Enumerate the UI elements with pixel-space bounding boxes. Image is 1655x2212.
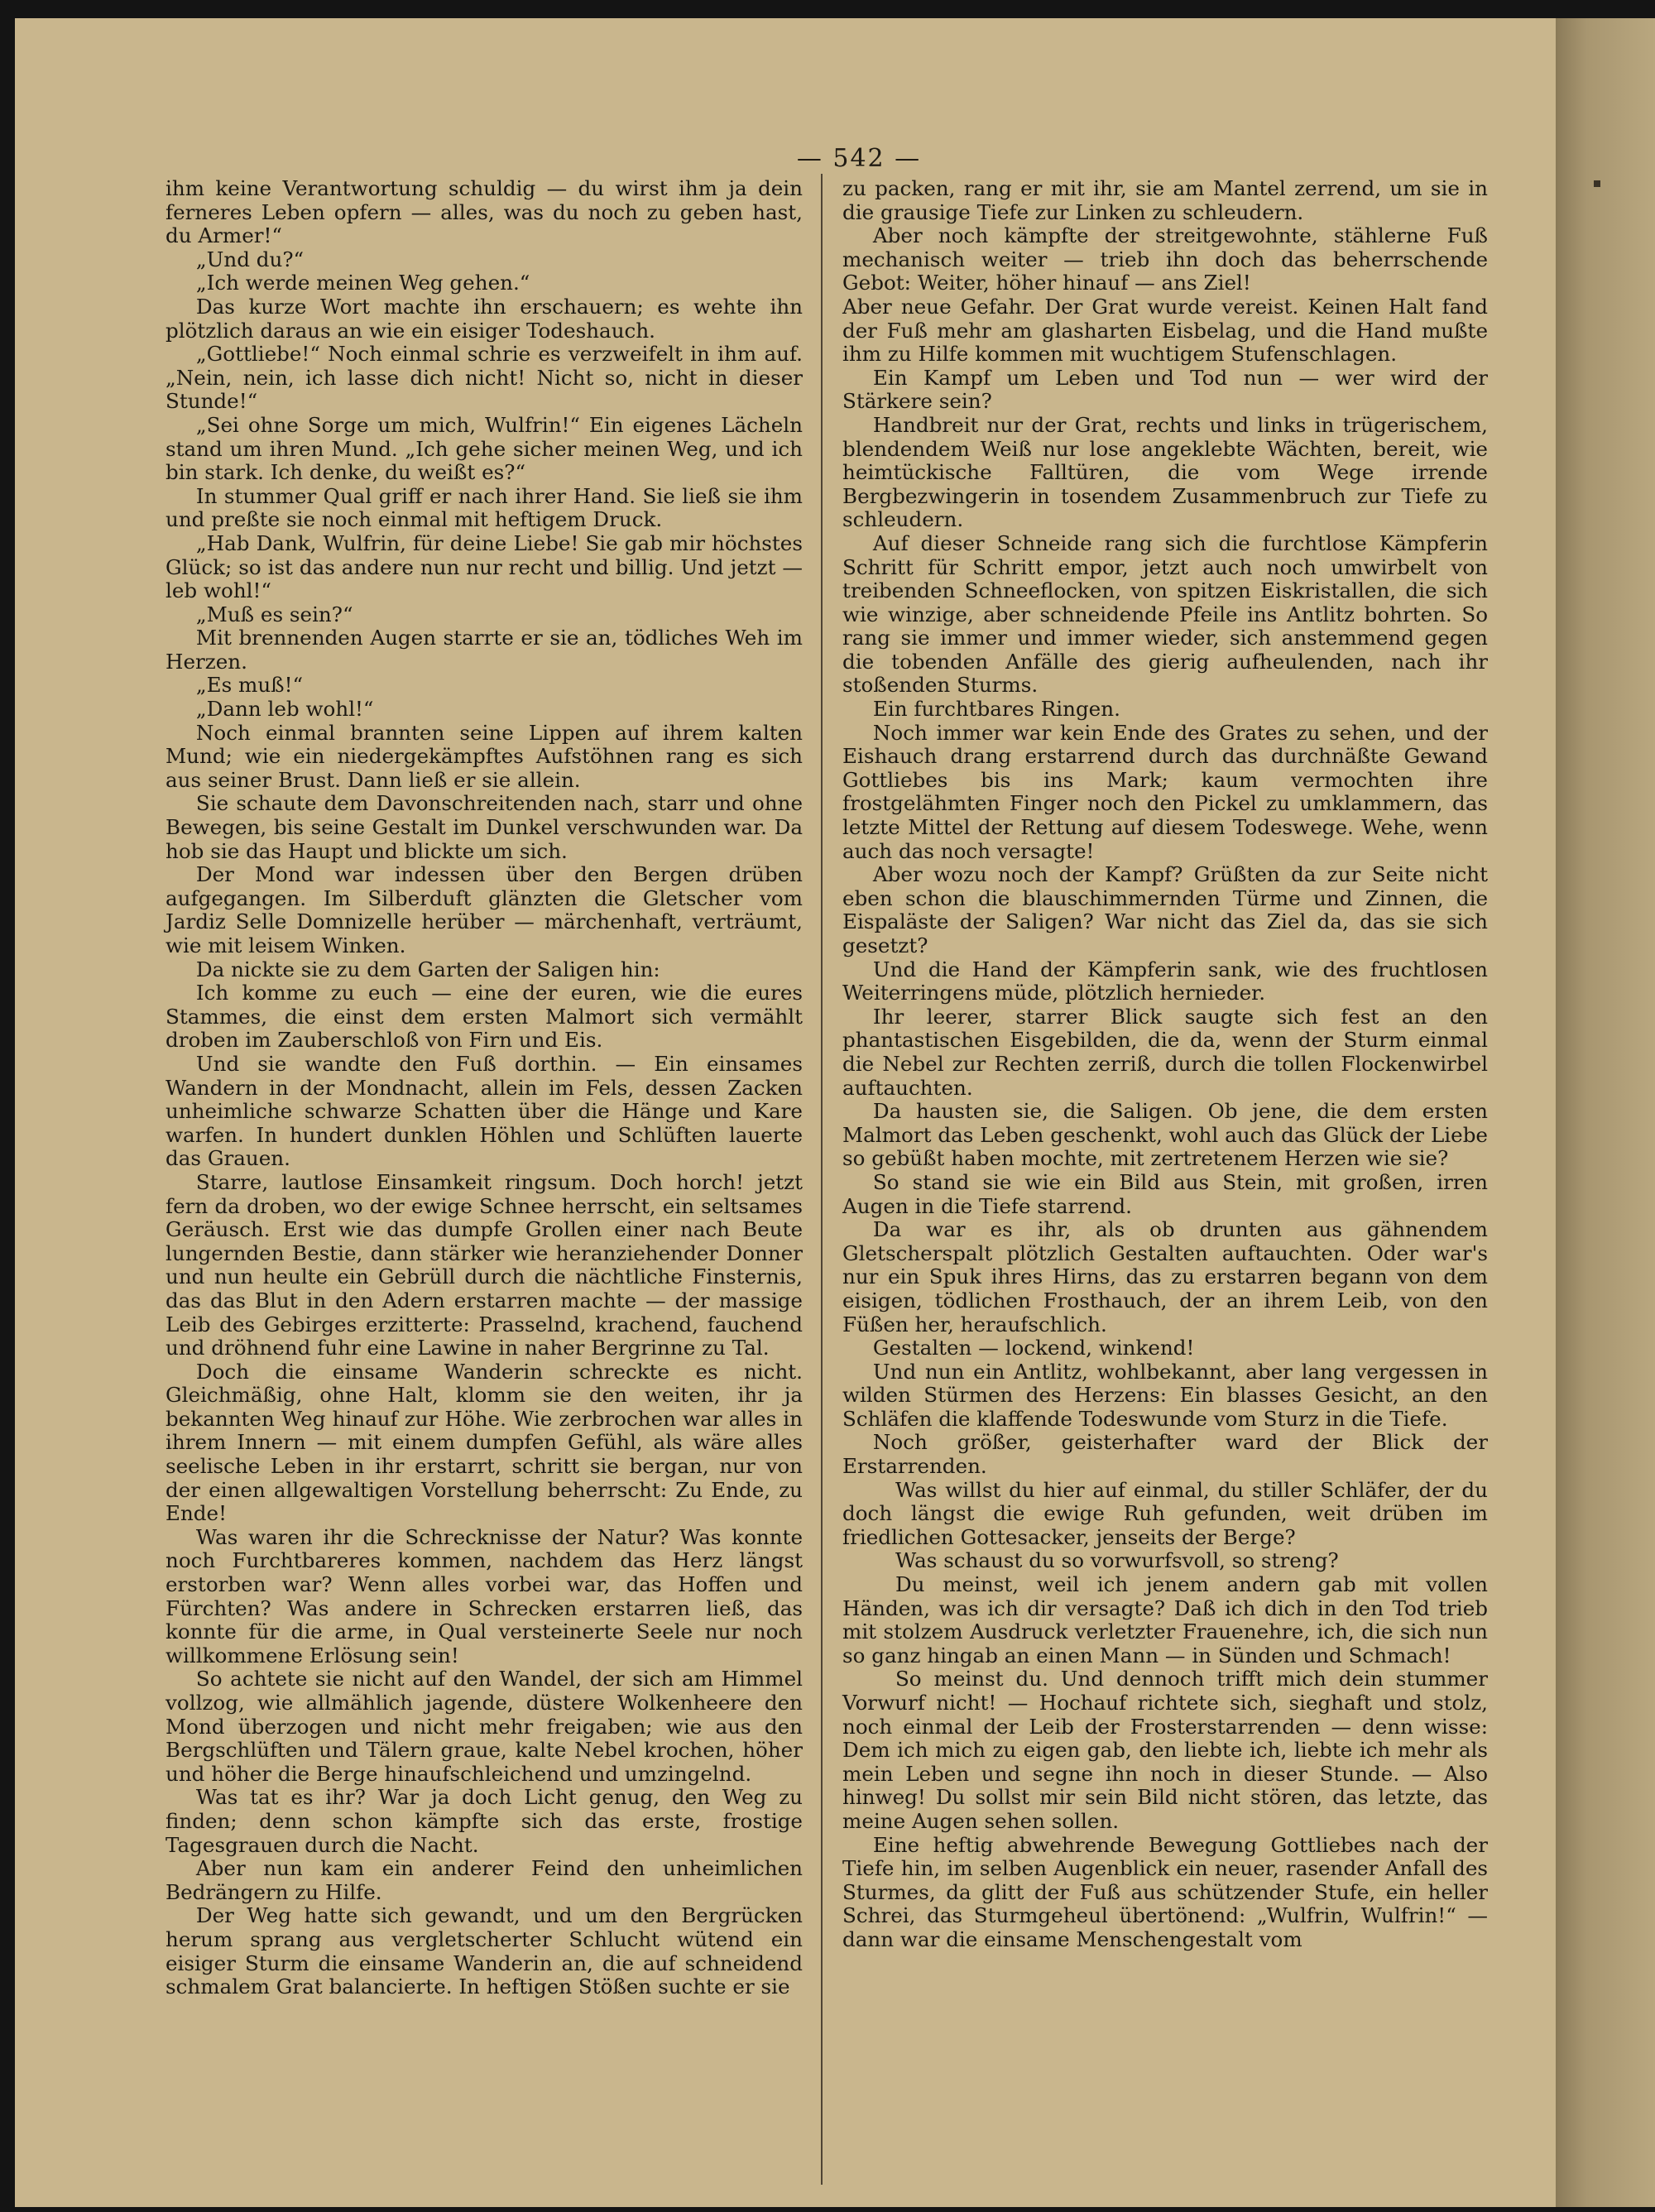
paragraph: „Und du?“ <box>195 247 305 271</box>
paragraph: Da hausten sie, die Saligen. Ob jene, die dem ersten Malmort das Leben geschenkt, wohl auch das Glück der Liebe so gebüßt haben mochte, mit zertretenem Herzen wie sie? <box>842 1099 1488 1171</box>
column-rule <box>821 174 823 2185</box>
paragraph: „Ich werde meinen Weg gehen.“ <box>195 271 530 295</box>
paragraph: „Es muß!“ <box>195 673 304 698</box>
paragraph: Aber wozu noch der Kampf? Grüßten da zur Seite nicht eben schon die blauschimmernden Türme und Zinnen, die Eispaläste der Saligen? War nicht das Ziel da, das sie sich gesetzt? <box>842 862 1488 957</box>
paragraph: Da nickte sie zu dem Garten der Saligen hin: <box>195 957 660 981</box>
paragraph: Was waren ihr die Schrecknisse der Natur? Was konnte noch Furchtbareres kommen, nachdem das Herz längst erstorben war? Wenn alles vorbei war, das Hoffen und Fürchten? Was andere in Schrecken erstarren ließ, das konnte für die arme, in Qual versteinerte Seele nur noch willkommene Erlösung sein! <box>166 1524 803 1667</box>
paragraph: „Gottliebe!“ Noch einmal schrie es verzweifelt in ihm auf. „Nein, nein, ich lasse dich nicht! Nicht so, nicht in dieser Stunde!“ <box>166 342 803 414</box>
paragraph: Was tat es ihr? War ja doch Licht genug, den Weg zu finden; denn schon kämpfte sich das erste, frostige Tagesgrauen durch die Nacht. <box>166 1785 803 1857</box>
paragraph: Ein furchtbares Ringen. <box>872 697 1120 722</box>
right-column <box>842 177 1488 1952</box>
paragraph: „Muß es sein?“ <box>195 602 353 626</box>
paragraph: Was schaust du so vorwurfsvoll, so streng? <box>895 1548 1339 1573</box>
paragraph: Und nun ein Antlitz, wohlbekannt, aber lang vergessen in wilden Stürmen des Herzens: Ein blasses Gesicht, an den Schläfen die klaffende Todeswunde vom Sturz in die Tiefe. <box>842 1359 1488 1431</box>
paragraph: zu packen, rang er mit ihr, sie am Mantel zerrend, um sie in die grausige Tiefe zur Linken zu schleudern. <box>842 176 1488 224</box>
paragraph: Handbreit nur der Grat, rechts und links in trügerischem, blendendem Weiß nur lose angeklebte Wächten, bereit, wie heimtückische Falltüren, die vom Wege irrende Bergbezwingerin in tosendem Zusammenbruch zur Tiefe zu schleudern. <box>842 412 1488 532</box>
paragraph: Mit brennenden Augen starrte er sie an, tödliches Weh im Herzen. <box>166 626 803 674</box>
paragraph: Da war es ihr, als ob drunten aus gähnendem Gletscherspalt plötzlich Gestalten auftauchten. Oder war's nur ein Spuk ihres Hirns, das zu erstarren begann von dem eisigen, tödlichen Frosthauch, der an ihrem Leib, von den Füßen her, heraufschlich. <box>842 1217 1488 1336</box>
paragraph: In stummer Qual griff er nach ihrer Hand. Sie ließ sie ihm und preßte sie noch einmal mit heftigem Druck. <box>166 483 803 532</box>
paragraph: Eine heftig abwehrende Bewegung Gottliebes nach der Tiefe hin, im selben Augenblick ein neuer, rasender Anfall des Sturmes, da glitt der Fuß aus schützender Stufe, ein heller Schrei, das Sturmgeheul übertönend: „Wulfrin, Wulfrin!“ — dann war die einsame Menschengestalt vom <box>842 1832 1488 1951</box>
left-column <box>166 177 803 1999</box>
paragraph: Der Mond war indessen über den Bergen drüben aufgegangen. Im Silberduft glänzten die Gletscher vom Jardiz Selle Domnizelle herüber — märchenhaft, verträumt, wie mit leisem Winken. <box>166 862 803 957</box>
paragraph: Du meinst, weil ich jenem andern gab mit vollen Händen, was ich dir versagte? Daß ich dich in den Tod trieb mit stolzem Ausdruck verletzter Frauenehre, ich, die sich nun so ganz hingab an einen Mann — in Sünden und Schmach! <box>842 1572 1488 1667</box>
paragraph: Der Weg hatte sich gewandt, und um den Bergrücken herum sprang aus vergletscherter Schlucht wütend ein eisiger Sturm die einsame Wanderin an, die auf schneidend schmalem Grat balancierte. In heftigen Stößen suchte er sie <box>166 1903 803 1999</box>
paragraph: Noch immer war kein Ende des Grates zu sehen, und der Eishauch drang erstarrend durch das durchnäßte Gewand Gottliebes bis ins Mark; kaum vermochten ihre frostgelähmten Finger noch den Pickel zu umklammern, das letzte Mittel der Rettung auf diesem Todeswege. Wehe, wenn auch das noch versagte! <box>842 720 1488 863</box>
page-number: — 542 — <box>796 144 922 173</box>
next-page-edge <box>1557 18 1655 2207</box>
paragraph: Und die Hand der Kämpferin sank, wie des fruchtlosen Weiterringens müde, plötzlich hernieder. <box>842 957 1488 1005</box>
paragraph: „Hab Dank, Wulfrin, für deine Liebe! Sie gab mir höchstes Glück; so ist das andere nun nur recht und billig. Und jetzt — leb wohl!“ <box>166 530 803 603</box>
paragraph: Aber neue Gefahr. Der Grat wurde vereist. Keinen Halt fand der Fuß mehr am glasharten Eisbelag, und die Hand mußte ihm zu Hilfe kommen mit wuchtigem Stufenschlagen. <box>842 294 1488 367</box>
paragraph: So meinst du. Und dennoch trifft mich dein stummer Vorwurf nicht! — Hochauf richtete sich, sieghaft und stolz, noch einmal der Leib der Frosterstarrenden — denn wisse: Dem ich mich zu eigen gab, den liebte ich, liebte ich mehr als mein Leben und segne ihn noch in dieser Stunde. — Also hinweg! Du sollst mir sein Bild nicht stören, das letzte, das meine Augen sehen sollen. <box>842 1667 1488 1833</box>
paragraph: Was willst du hier auf einmal, du stiller Schläfer, der du doch längst die ewige Ruh gefunden, weit drüben im friedlichen Gottesacker, jenseits der Berge? <box>842 1477 1488 1549</box>
paragraph: Starre, lautlose Einsamkeit ringsum. Doch horch! jetzt fern da droben, wo der ewige Schnee herrscht, ein seltsames Geräusch. Erst wie das dumpfe Grollen einer nach Beute lungernden Bestie, dann stärker wie heranziehender Donner und nun heulte ein Gebrüll durch die nächtliche Finsternis, das das Blut in den Adern erstarren machte — der massige Leib des Gebirges erzitterte: Prasselnd, krachend, fauchend und dröhnend fuhr eine Lawine in naher Bergrinne zu Tal. <box>166 1169 803 1360</box>
paragraph: Das kurze Wort machte ihn erschauern; es wehte ihn plötzlich daraus an wie ein eisiger Todeshauch. <box>166 294 803 343</box>
paragraph: Ich komme zu euch — eine der euren, wie die eures Stammes, die einst dem ersten Malmort sich vermählt droben im Zauberschloß von Firn und Eis. <box>166 981 803 1053</box>
paragraph: Und sie wandte den Fuß dorthin. — Ein einsames Wandern in der Mondnacht, allein im Fels, dessen Zacken unheimliche schwarze Schatten über die Hänge und Kare warfen. In hundert dunklen Höhlen und Schlüften lauerte das Grauen. <box>166 1051 803 1171</box>
paragraph: „Dann leb wohl!“ <box>195 697 374 722</box>
paragraph: So stand sie wie ein Bild aus Stein, mit großen, irren Augen in die Tiefe starrend. <box>842 1169 1488 1218</box>
paragraph: Aber nun kam ein anderer Feind den unheimlichen Bedrängern zu Hilfe. <box>166 1856 803 1904</box>
paragraph: „Sei ohne Sorge um mich, Wulfrin!“ Ein eigenes Lächeln stand um ihren Mund. „Ich gehe sicher meinen Weg, und ich bin stark. Ich denke, du weißt es?“ <box>166 412 803 485</box>
paragraph: Aber noch kämpfte der streitgewohnte, stählerne Fuß mechanisch weiter — trieb ihn doch das beherrschende Gebot: Weiter, höher hinauf — ans Ziel! <box>842 223 1488 295</box>
paragraph: Auf dieser Schneide rang sich die furchtlose Kämpferin Schritt für Schritt empor, jetzt auch noch umwirbelt von treibenden Schneeflocken, von spitzen Eiskristallen, die sich wie winzige, aber schneidende Pfeile ins Antlitz bohrten. So rang sie immer und immer wieder, sich anstemmend gegen die tobenden Anfälle des gierig aufheulenden, nach ihr stoßenden Sturms. <box>842 530 1488 698</box>
paragraph: Ein Kampf um Leben und Tod nun — wer wird der Stärkere sein? <box>842 365 1488 414</box>
paragraph: Noch einmal brannten seine Lippen auf ihrem kalten Mund; wie ein niedergekämpftes Aufstöhnen rang es sich aus seiner Brust. Dann ließ er sie allein. <box>166 720 803 792</box>
paragraph: ihm keine Verantwortung schuldig — du wirst ihm ja dein ferneres Leben opfern — alles, was du noch zu geben hast, du Armer!“ <box>166 176 803 248</box>
edge-mark <box>1594 180 1600 187</box>
paragraph: Noch größer, geisterhafter ward der Blick der Erstarrenden. <box>842 1430 1488 1479</box>
paragraph: Sie schaute dem Davonschreitenden nach, starr und ohne Bewegen, bis seine Gestalt im Dunkel verschwunden war. Da hob sie das Haupt und blickte um sich. <box>166 791 803 863</box>
paragraph: So achtete sie nicht auf den Wandel, der sich am Himmel vollzog, wie allmählich jagende, düstere Wolkenheere den Mond überzogen und nicht mehr freigaben; wie aus den Bergschlüften und Tälern graue, kalte Nebel krochen, höher und höher die Berge hinaufschleichend und umzingelnd. <box>166 1667 803 1786</box>
paragraph: Gestalten — lockend, winkend! <box>872 1336 1195 1360</box>
paragraph: Doch die einsame Wanderin schreckte es nicht. Gleichmäßig, ohne Halt, klomm sie den weiten, ihr ja bekannten Weg hinauf zur Höhe. Wie zerbrochen war alles in ihrem Innern — mit einem dumpfen Gefühl, als wäre alles seelische Leben in ihr erstarrt, schritt sie bergan, nur von der einen allgewaltigen Vorstellung beherrscht: Zu Ende, zu Ende! <box>166 1359 803 1526</box>
paragraph: Ihr leerer, starrer Blick saugte sich fest an den phantastischen Eisgebilden, die da, wenn der Sturm einmal die Nebel zur Rechten zerriß, durch die tollen Flockenwirbel auftauchten. <box>842 1004 1488 1100</box>
